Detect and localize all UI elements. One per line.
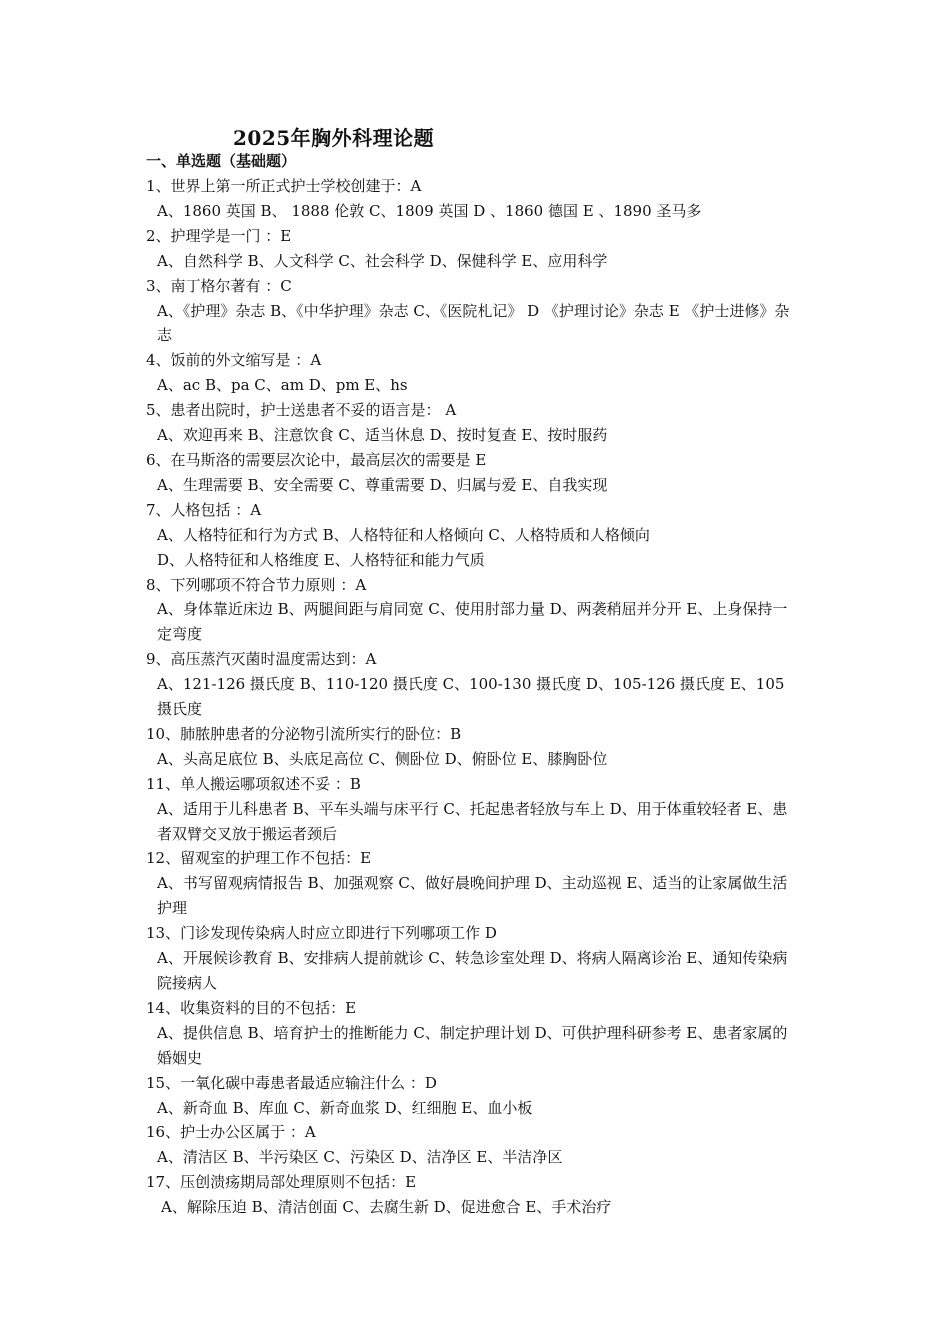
section-heading: 一、单选题（基础题） (146, 152, 297, 170)
question-options: A、书写留观病情报告 B、加强观察 C、做好晨晚间护理 D、主动巡视 E、适当的让家属做生活护理 (157, 874, 788, 918)
question-item (146, 348, 796, 398)
question-text: 9、高压蒸汽灭菌时温度需达到：A (146, 650, 377, 669)
question-text: 15、一氧化碳中毒患者最适应输注什么 ：D (146, 1073, 437, 1092)
question-options: A、开展候诊教育 B、安排病人提前就诊 C、转急诊室处理 D、将病人隔离诊治 E、通知传染病院接病人 (157, 949, 788, 992)
question-text: 3、南丁格尔著有 ：C (146, 276, 292, 295)
question-item (146, 1120, 796, 1170)
question-options: A、适用于儿科患者 B、平车头端与床平行 C、托起患者轻放与车上 D、用于体重较轻者 E、患者双臂交叉放于搬运者颈后 (157, 799, 788, 843)
question-options: A、生理需要 B、安全需要 C、尊重需要 D、归属与爱 E、自我实现 (157, 475, 608, 494)
question-text: 2、护理学是一门 ：E (146, 226, 292, 245)
question-options: A、提供信息 B、培育护士的推断能力 C、制定护理计划 D、可供护理科研参考 E、患者家属的婚姻史 (157, 1023, 788, 1067)
question-text: 12、留观室的护理工作不包括：E (146, 849, 372, 868)
question-text: 6、在马斯洛的需要层次论中，最高层次的需要是 E (146, 450, 487, 469)
question-options: A、清洁区 B、半污染区 C、污染区 D、洁净区 E、半洁净区 (157, 1148, 563, 1167)
question-text: 8、下列哪项不符合节力原则 ：A (146, 575, 367, 594)
question-options: A、1860 英国 B、 1888 伦敦 C、1809 英国 D 、1860 德国 E 、1890 圣马多 (157, 201, 702, 220)
question-item (146, 573, 796, 648)
question-item (146, 1071, 796, 1121)
question-options: A、身体靠近床边 B、两腿间距与肩同宽 C、使用肘部力量 D、两袭稍屈并分开 E、上身保持一定弯度 (157, 600, 788, 644)
question-text: 1、世界上第一所正式护士学校创建于：A (146, 177, 422, 195)
question-text: 5、患者出院时，护士送患者不妥的语言是： A (146, 401, 457, 420)
question-item (146, 1170, 796, 1220)
question-options: A、新奇血 B、库血 C、新奇血浆 D、红细胞 E、血小板 (157, 1098, 533, 1117)
question-list (146, 174, 796, 1220)
question-item (146, 722, 796, 772)
question-item (146, 398, 796, 448)
question-item (146, 647, 796, 722)
question-options: A、自然科学 B、人文科学 C、社会科学 D、保健科学 E、应用科学 (157, 251, 608, 270)
question-item (146, 921, 796, 996)
question-item (146, 274, 796, 349)
question-item (146, 448, 796, 498)
question-text: 11、单人搬运哪项叙述不妥 ：B (146, 774, 361, 793)
question-text: 10、肺脓肿患者的分泌物引流所实行的卧位：B (146, 724, 462, 743)
question-item (146, 174, 796, 224)
question-options: A、121-126 摄氏度 B、110-120 摄氏度 C、100-130 摄氏度 D、105-126 摄氏度 E、105 摄氏度 (157, 675, 785, 719)
question-options: A、《护理》杂志 B、《中华护理》杂志 C、《医院札记》 D 《护理讨论》杂志 E 《护士进修》杂志 (157, 301, 790, 345)
question-item (146, 846, 796, 921)
page-title: 2025年胸外科理论题 (233, 126, 435, 150)
question-options: A、头高足底位 B、头底足高位 C、侧卧位 D、俯卧位 E、膝胸卧位 (157, 749, 608, 768)
question-text: 13、门诊发现传染病人时应立即进行下列哪项工作 D (146, 924, 497, 943)
question-text: 7、人格包括 ：A (146, 500, 262, 519)
question-item (146, 772, 796, 847)
question-item (146, 224, 796, 274)
question-options: A、人格特征和行为方式 B、人格特征和人格倾向 C、人格特质和人格倾向 (157, 525, 650, 544)
question-options: A、欢迎再来 B、注意饮食 C、适当休息 D、按时复查 E、按时服药 (157, 426, 608, 445)
question-text: 14、收集资料的目的不包括：E (146, 998, 357, 1017)
question-options: D、人格特征和人格维度 E、人格特征和能力气质 (157, 550, 485, 569)
question-item (146, 996, 796, 1071)
question-text: 4、饭前的外文缩写是 ：A (146, 351, 322, 370)
question-item (146, 498, 796, 573)
question-options: A、解除压迫 B、清洁创面 C、去腐生新 D、促进愈合 E、手术治疗 (161, 1198, 612, 1217)
question-text: 17、压创溃疡期局部处理原则不包括：E (146, 1173, 417, 1192)
question-text: 16、护士办公区属于 ：A (146, 1123, 316, 1142)
question-options: A、ac B、pa C、am D、pm E、hs (157, 376, 408, 395)
